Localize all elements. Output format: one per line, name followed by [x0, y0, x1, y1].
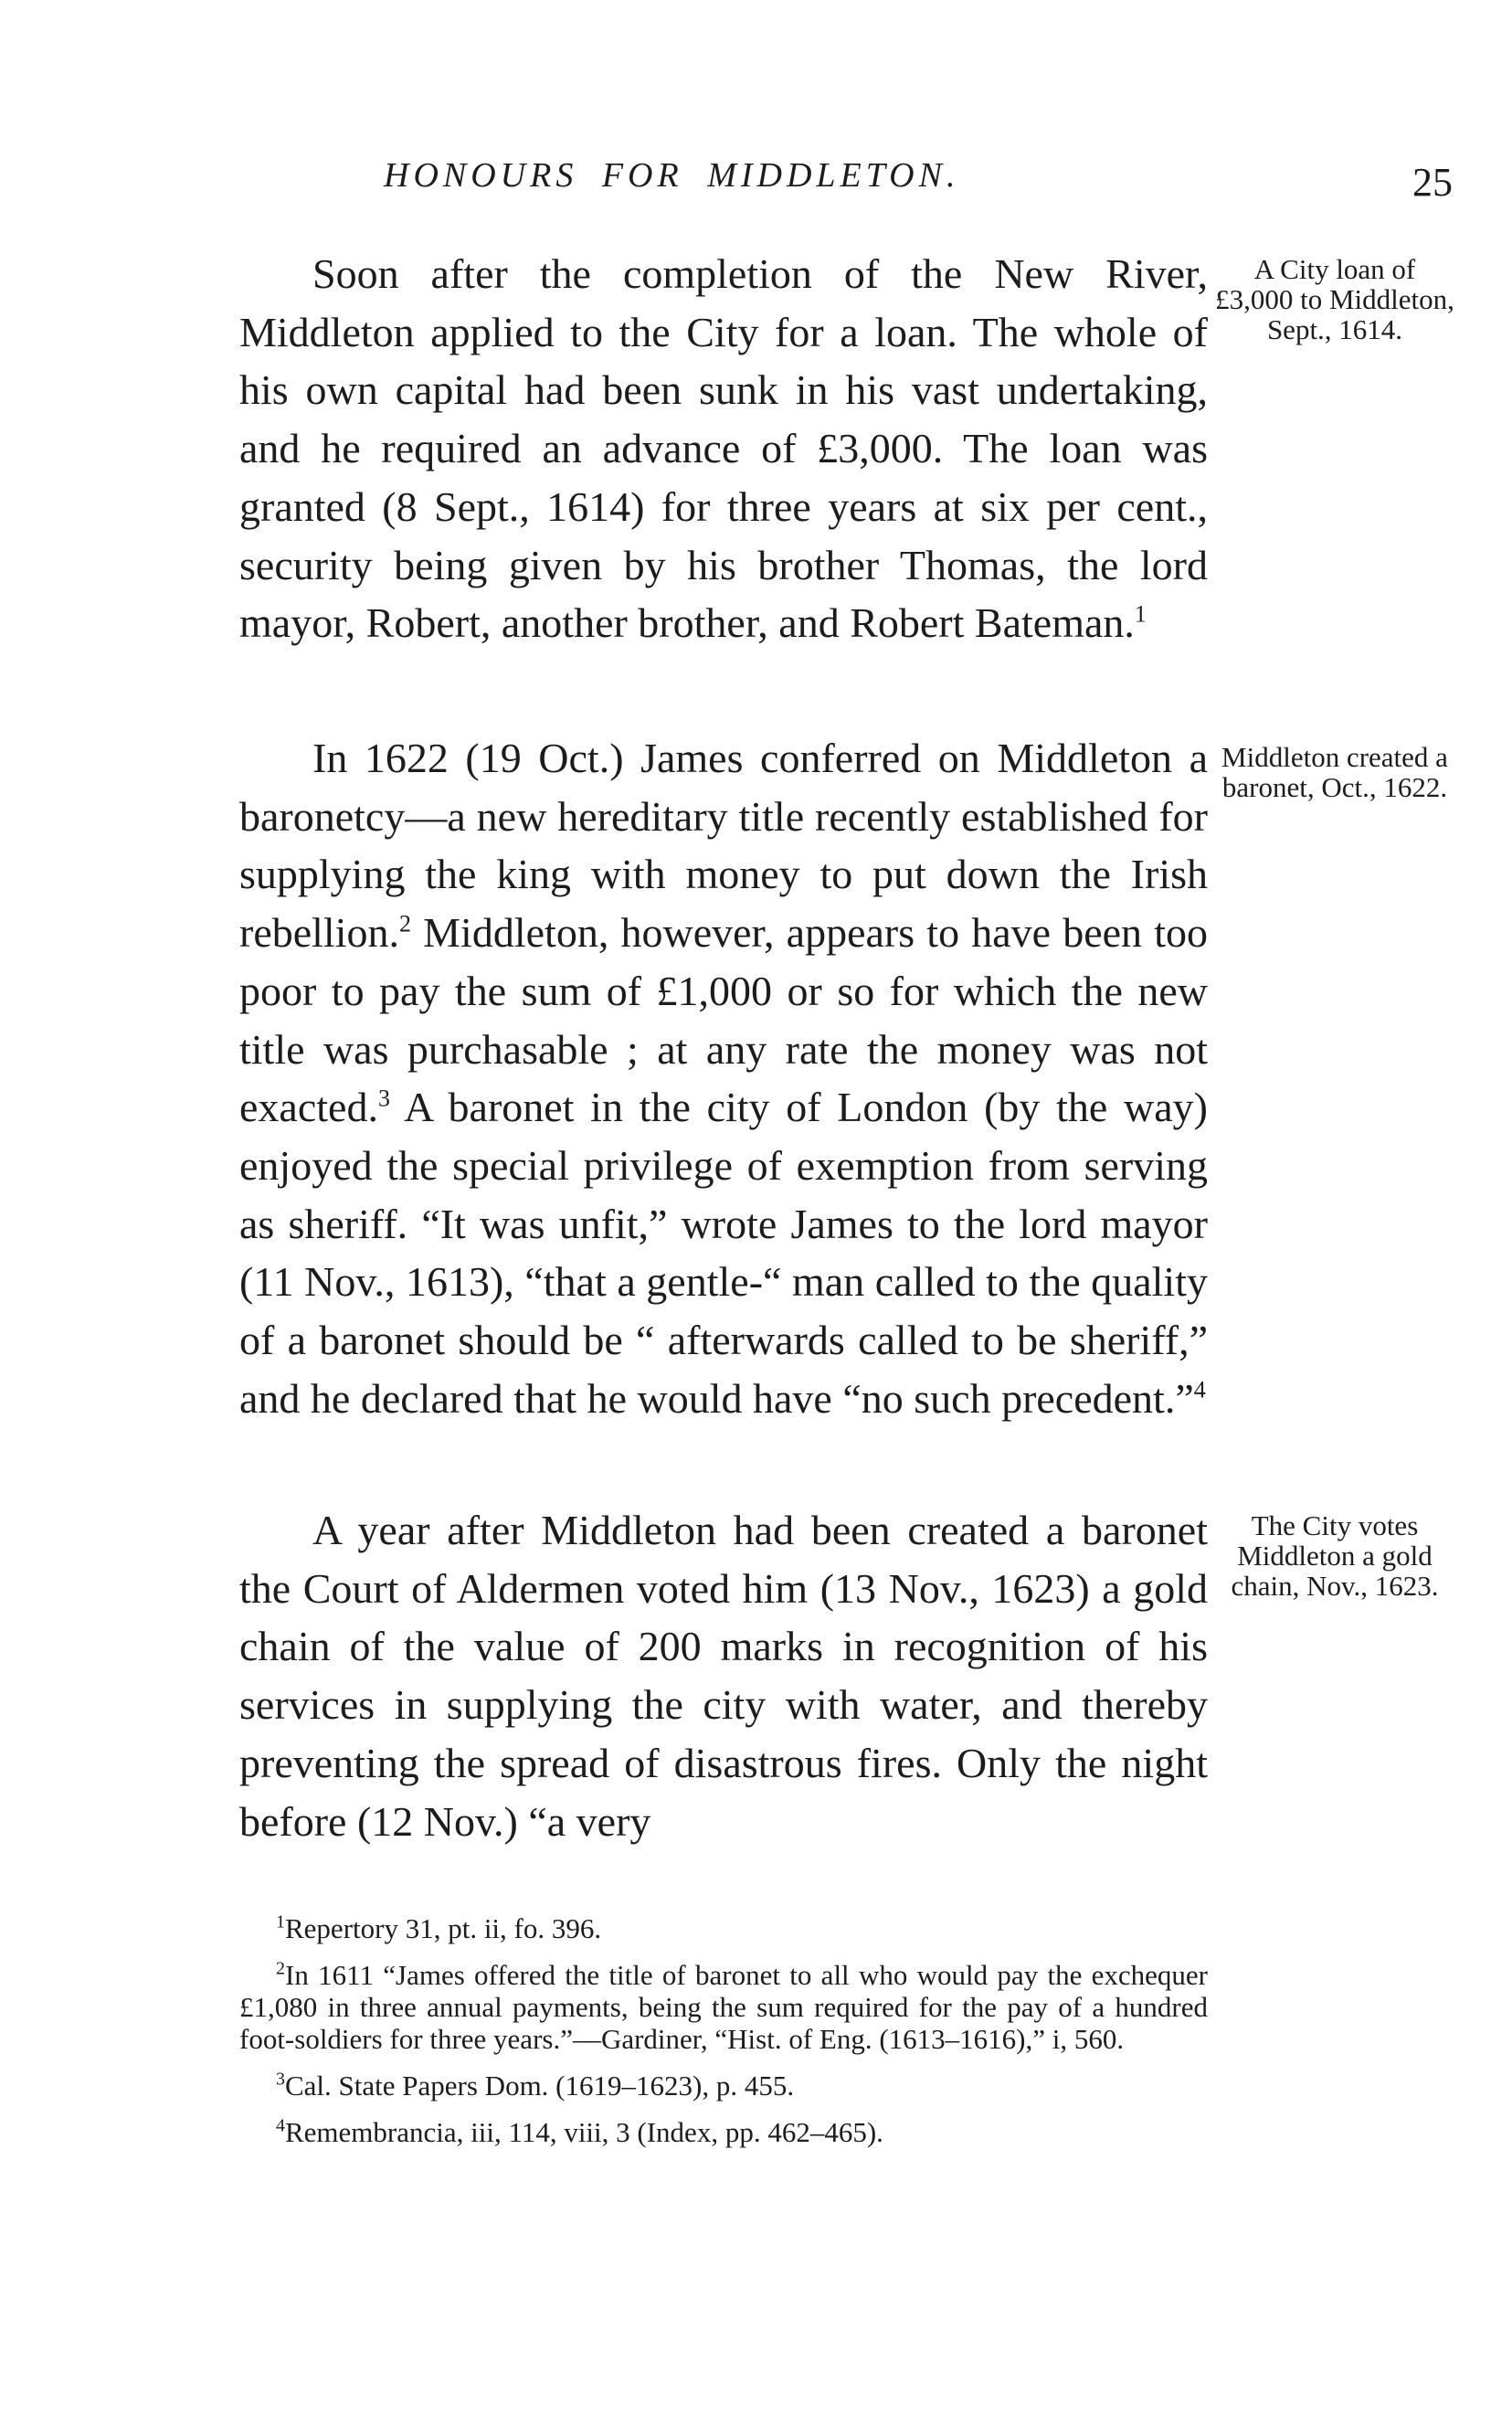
- page-number: 25: [1412, 160, 1453, 205]
- footnote-text: Repertory 31, pt. ii, fo. 396.: [285, 1912, 602, 1944]
- paragraph-body-c: A baronet in the city of London (by the way) enjoyed the special privilege of exemption from serving as sheriff. “It was unfit,” wrote James to the lord mayor (11 Nov., 1613), “that a gentle-“ man called to the quality of a baronet should be “ afterwards called to be sheriff,” and he declared that he would have “no such precedent.”: [239, 1084, 1208, 1422]
- paragraph-body: Soon after the completion of the New River, Middleton applied to the City for a loan. The whole of his own capital had been sunk in his vast undertaking, and he required an advance of £3,000. The loan was granted (8 Sept., 1614) for three years at six per cent., security being given by his brother Thomas, the lord mayor, Robert, another brother, and Robert Bateman.: [239, 250, 1208, 647]
- paragraph-gold-chain: [239, 1501, 1208, 1850]
- footnote-ref: 1: [1134, 600, 1147, 628]
- margin-note-baronet: Middleton created a baronet, Oct., 1622.: [1221, 741, 1448, 803]
- footnote-text: Remembrancia, iii, 114, viii, 3 (Index, pp. 462–465).: [285, 2116, 883, 2148]
- footnote-text: Cal. State Papers Dom. (1619–1623), p. 455.: [285, 2070, 795, 2102]
- footnote-mark: 2: [276, 1958, 285, 1979]
- margin-note-gold-chain: The City votes Middleton a gold chain, Nov., 1623.: [1231, 1509, 1439, 1602]
- footnote-ref: 4: [1193, 1376, 1206, 1403]
- footnote: [239, 1912, 1208, 1944]
- paragraph-body-b: Middleton, however, appears to have been too poor to pay the sum of £1,000 or so for which the new title was purchasable ; at any rate the money was not exacted.: [239, 909, 1208, 1131]
- footnote: [239, 2116, 1208, 2148]
- paragraph-loan: [239, 245, 1208, 652]
- paragraph-text: [239, 729, 1208, 1427]
- footnote-text: In 1611 “James offered the title of baronet to all who would pay the exchequer £1,080 in three annual payments, being the sum required for the pay of a hundred foot-soldiers for three years.”—Gardiner, “Hist. of Eng. (1613–1616),” i, 560.: [239, 1959, 1208, 2055]
- footnote-mark: 1: [276, 1911, 285, 1932]
- running-title: HONOURS FOR MIDDLETON.: [384, 156, 960, 195]
- footnote-ref: 2: [399, 910, 411, 937]
- footnote: [239, 2070, 1208, 2102]
- footnote-mark: 4: [276, 2115, 285, 2136]
- paragraph-text: A year after Middleton had been created a baronet the Court of Aldermen voted him (13 Nov., 1623) a gold chain of the value of 200 marks in recognition of his services in supplying the city with water, and thereby preventing the spread of disastrous fires. Only the night before (12 Nov.) “a very: [239, 1507, 1208, 1845]
- footnote-mark: 3: [276, 2069, 285, 2090]
- footnote-ref: 3: [377, 1085, 390, 1112]
- paragraph-body-a: In 1622 (19 Oct.) James conferred on Middleton a baronetcy—a new hereditary title recently established for supplying the king with money to put down the Irish rebellion.: [239, 735, 1208, 957]
- margin-note-loan: A City loan of £3,000 to Middleton, Sept., 1614.: [1215, 253, 1454, 345]
- footnote: [239, 1959, 1208, 2055]
- paragraph-text: [239, 245, 1208, 652]
- paragraph-baronetcy: [239, 729, 1208, 1427]
- footnotes: [239, 1912, 1208, 2163]
- running-head: [238, 155, 1453, 210]
